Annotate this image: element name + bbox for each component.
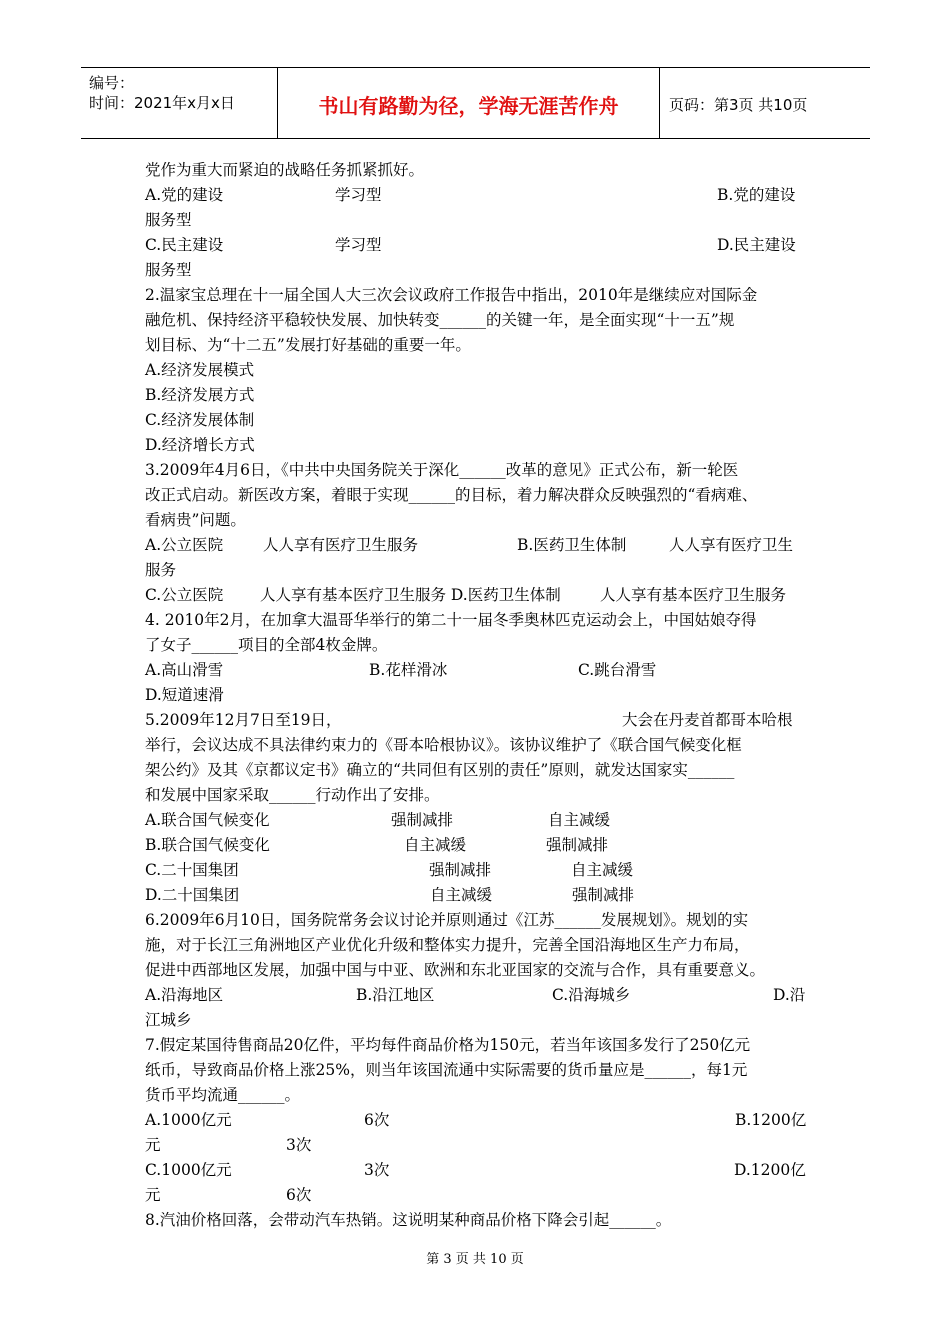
text-line: 了女子______项目的全部4枚金牌。: [145, 636, 388, 654]
option-b: B.党的建设: [717, 186, 796, 204]
option-c-part: 3次: [364, 1161, 390, 1179]
option-c-part: 人人享有基本医疗卫生服务 D.医药卫生体制: [260, 586, 561, 604]
question-8: 8.汽油价格回落，会带动汽车热销。这说明某种商品价格下降会引起______。: [145, 1211, 672, 1229]
option-b: B.1200亿: [735, 1111, 807, 1129]
option-b-part: 服务型: [145, 211, 192, 229]
option-a: A.联合国气候变化: [145, 811, 270, 829]
option-b: B.经济发展方式: [145, 386, 255, 404]
text-line: 改正式启动。新医改方案，着眼于实现______的目标，着力解决群众反映强烈的“看病难、: [145, 486, 758, 504]
option-c: C.民主建设: [145, 236, 224, 254]
option-b-wrap: 元: [145, 1136, 161, 1154]
question-7: 7.假定某国待售商品20亿件，平均每件商品价格为150元，若当年该国多发行了250亿元: [145, 1036, 751, 1054]
text-line: 施，对于长江三角洲地区产业优化升级和整体实力提升，完善全国沿海地区生产力布局，: [145, 936, 750, 954]
text-line: 党作为重大而紧迫的战略任务抓紧抓好。: [145, 161, 425, 179]
text-line: 融危机、保持经济平稳较快发展、加快转变______的关键一年，是全面实现“十一五”规: [145, 311, 735, 329]
option-a-part: 6次: [364, 1111, 390, 1129]
option-a-part: 学习型: [335, 186, 382, 204]
option-d: D.沿: [773, 986, 806, 1004]
option-c: C.沿海城乡: [552, 986, 631, 1004]
option-b-part: 自主减缓: [404, 836, 467, 854]
option-a: A.高山滑雪: [145, 661, 224, 679]
motto: 书山有路勤为径，学海无涯苦作舟: [318, 94, 619, 118]
text-line: 和发展中国家采取______行动作出了安排。: [145, 786, 440, 804]
option-b: B.花样滑冰: [369, 661, 448, 679]
text-line: 看病贵”问题。: [145, 511, 246, 529]
option-d-part: 强制减排: [572, 886, 635, 904]
time-line: 时间：2021年x月x日: [89, 94, 235, 112]
option-b-wrap: 服务: [145, 561, 177, 579]
option-d: D.短道速滑: [145, 686, 224, 704]
option-c: C.二十国集团: [145, 861, 239, 879]
option-d-part: 自主减缓: [430, 886, 493, 904]
text-line: 大会在丹麦首都哥本哈根: [622, 711, 793, 729]
option-b-part: 人人享有医疗卫生: [669, 536, 794, 554]
option-b-part: 强制减排: [546, 836, 609, 854]
option-a-part: 人人享有医疗卫生服务: [263, 536, 419, 554]
option-c-part: 自主减缓: [571, 861, 634, 879]
option-b-part: 3次: [286, 1136, 312, 1154]
text-line: 架公约》及其《京都议定书》确立的“共同但有区别的责任”原则，就发达国家实______: [145, 761, 735, 779]
option-a: A.公立医院: [145, 536, 224, 554]
option-a: A.1000亿元: [145, 1111, 232, 1129]
option-c-part: 强制减排: [429, 861, 492, 879]
option-d: D.经济增长方式: [145, 436, 255, 454]
option-d: D.二十国集团: [145, 886, 240, 904]
option-d-part: 人人享有基本医疗卫生服务: [600, 586, 787, 604]
option-a: A.党的建设: [145, 186, 224, 204]
option-d: D.1200亿: [734, 1161, 806, 1179]
header-table: [81, 67, 870, 139]
text-line: 货币平均流通______。: [145, 1086, 301, 1104]
option-a-part: 强制减排: [391, 811, 454, 829]
option-b: B.联合国气候变化: [145, 836, 270, 854]
option-c: C.公立医院: [145, 586, 224, 604]
header-motto-cell: [278, 68, 660, 138]
option-d: D.民主建设: [717, 236, 796, 254]
text-line: 促进中西部地区发展，加强中国与中亚、欧洲和东北亚国家的交流与合作，具有重要意义。: [145, 961, 766, 979]
option-d-part: 服务型: [145, 261, 192, 279]
text-line: 举行，会议达成不具法律约束力的《哥本哈根协议》。该协议维护了《联合国气候变化框: [145, 736, 742, 754]
option-c: C.跳台滑雪: [578, 661, 657, 679]
text-line: 纸币，导致商品价格上涨25%，则当年该国流通中实际需要的货币量应是______，每1元: [145, 1061, 748, 1079]
option-a: A.经济发展模式: [145, 361, 255, 379]
option-b: B.医药卫生体制: [517, 536, 627, 554]
question-4: 4. 2010年2月，在加拿大温哥华举行的第二十一届冬季奥林匹克运动会上，中国姑娘夺得: [145, 611, 757, 629]
question-2: 2.温家宝总理在十一届全国人大三次会议政府工作报告中指出，2010年是继续应对国际金: [145, 286, 758, 304]
question-3: 3.2009年4月6日，《中共中央国务院关于深化______改革的意见》正式公布，新一轮医: [145, 461, 739, 479]
text-line: 划目标、为“十二五”发展打好基础的重要一年。: [145, 336, 471, 354]
header-page-cell: [660, 68, 870, 138]
option-c: C.1000亿元: [145, 1161, 232, 1179]
serial-label: 编号：: [89, 74, 135, 92]
option-c-part: 学习型: [335, 236, 382, 254]
option-d-wrap: 元: [145, 1186, 161, 1204]
option-d-wrap: 江城乡: [145, 1011, 192, 1029]
header-meta-cell: [81, 68, 278, 138]
page-footer: 第 3 页 共 10 页: [426, 1252, 524, 1267]
question-6: 6.2009年6月10日，国务院常务会议讨论并原则通过《江苏______发展规划》。规划的实: [145, 911, 749, 929]
option-d-part: 6次: [286, 1186, 312, 1204]
option-a: A.沿海地区: [145, 986, 224, 1004]
question-5: 5.2009年12月7日至19日，: [145, 711, 342, 729]
option-b: B.沿江地区: [356, 986, 435, 1004]
option-c: C.经济发展体制: [145, 411, 255, 429]
option-a-part: 自主减缓: [548, 811, 611, 829]
page-info: 页码：第3页 共10页: [669, 96, 808, 114]
